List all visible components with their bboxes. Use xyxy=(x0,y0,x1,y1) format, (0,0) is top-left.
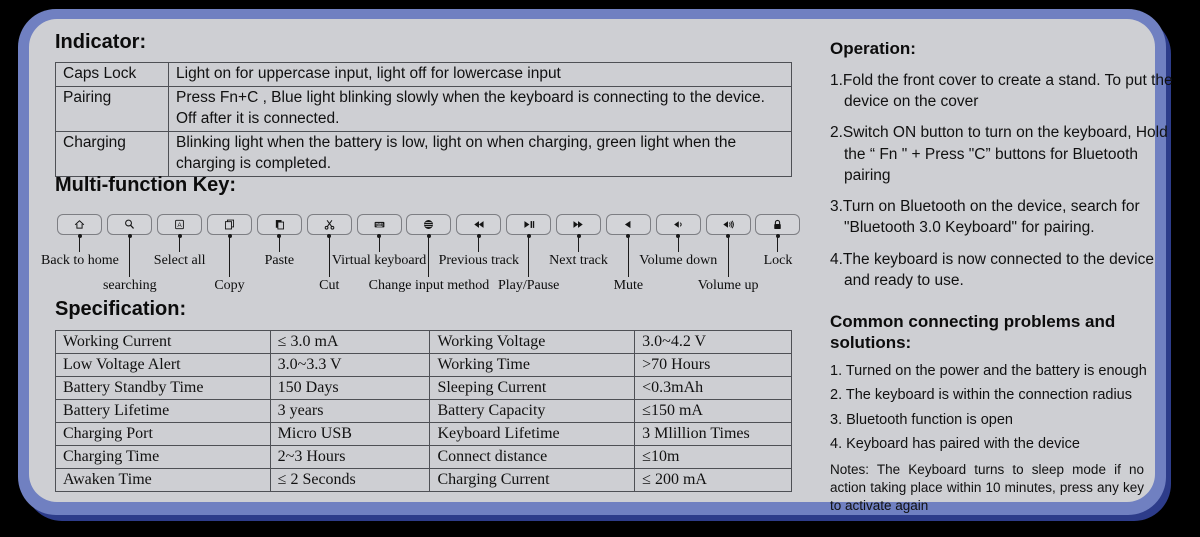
key-pointer-line xyxy=(728,235,729,277)
operation-heading: Operation: xyxy=(830,39,916,58)
multifunction-key xyxy=(697,214,759,294)
key-pointer-line xyxy=(279,235,280,252)
indicator-desc-cell: Light on for uppercase input, light off for lowercase input xyxy=(169,63,792,87)
spec-value-cell: 2~3 Hours xyxy=(270,446,430,469)
key-label: Volume up xyxy=(697,278,759,293)
notes-text: Notes: The Keyboard turns to sleep mode if no action taking place within 10 minutes, press any key to activate again xyxy=(830,461,1144,513)
operation-step: 1.Fold the front cover to create a stand. To put the device on the cover xyxy=(830,72,1173,111)
key-pointer-line xyxy=(478,235,479,252)
spec-label-cell: Awaken Time xyxy=(56,469,271,492)
spec-label-cell: Working Time xyxy=(430,354,635,377)
operation-step: 4.The keyboard is now connected to the device and ready to use. xyxy=(830,250,1154,289)
cut-icon xyxy=(323,218,336,231)
volume-down-icon xyxy=(672,218,685,231)
key-label: Play/Pause xyxy=(497,278,560,293)
spec-value-cell: >70 Hours xyxy=(635,354,792,377)
next-track-icon xyxy=(572,218,585,231)
key-label: Next track xyxy=(549,253,608,268)
copy-icon xyxy=(223,218,236,231)
key-label: Back to home xyxy=(41,253,119,268)
specification-table xyxy=(55,330,792,492)
problem-item: 2. The keyboard is within the connection radius xyxy=(830,387,1132,403)
mute-icon xyxy=(622,218,635,231)
table-row xyxy=(56,423,792,446)
multifunction-key xyxy=(155,214,205,294)
keyboard-keycap xyxy=(556,214,601,235)
operation-section xyxy=(830,39,1180,301)
keyboard-keycap xyxy=(157,214,202,235)
spec-label-cell: Sleeping Current xyxy=(430,377,635,400)
table-row xyxy=(56,354,792,377)
key-pointer-line xyxy=(428,235,429,277)
spec-label-cell: Charging Port xyxy=(56,423,271,446)
paste-icon xyxy=(273,218,286,231)
keyboard-keycap xyxy=(706,214,751,235)
keyboard-keycap xyxy=(357,214,402,235)
table-row xyxy=(56,446,792,469)
spec-label-cell: Low Voltage Alert xyxy=(56,354,271,377)
key-label: Virtual keyboard xyxy=(331,253,427,268)
multifunction-key xyxy=(753,214,803,294)
key-pointer-line xyxy=(678,235,679,252)
table-row xyxy=(56,331,792,354)
keyboard-keycap xyxy=(107,214,152,235)
key-label: Cut xyxy=(319,278,340,293)
spec-label-cell: Charging Time xyxy=(56,446,271,469)
key-pointer-line xyxy=(329,235,330,277)
keyboard-keycap xyxy=(506,214,551,235)
operation-step: 3.Turn on Bluetooth on the device, search for "Bluetooth 3.0 Keyboard" for pairing. xyxy=(830,198,1140,237)
key-pointer-line xyxy=(229,235,230,277)
problems-items xyxy=(830,363,1180,453)
key-pointer-line xyxy=(379,235,380,252)
table-row xyxy=(56,377,792,400)
svg-text:A: A xyxy=(177,221,182,229)
problem-item: 1. Turned on the power and the battery is enough xyxy=(830,362,1147,379)
problem-item: 3. Bluetooth function is open xyxy=(830,411,1013,428)
operation-items xyxy=(830,70,1180,291)
multifunction-key xyxy=(102,214,157,294)
table-row xyxy=(56,63,792,87)
spec-label-cell: Charging Current xyxy=(430,469,635,492)
key-label: Select all xyxy=(153,253,206,268)
keyboard-keycap xyxy=(755,214,800,235)
multifunction-key xyxy=(497,214,560,294)
multifunction-heading: Multi-function Key: xyxy=(55,174,237,196)
indicator-table xyxy=(55,62,792,177)
key-pointer-line xyxy=(528,235,529,277)
spec-value-cell: ≤ 3.0 mA xyxy=(270,331,430,354)
multifunction-key xyxy=(549,214,608,294)
manual-page xyxy=(18,9,1173,515)
indicator-label-cell: Caps Lock xyxy=(56,63,169,87)
keyboard-keycap xyxy=(606,214,651,235)
spec-label-cell: Connect distance xyxy=(430,446,635,469)
keyboard-keycap xyxy=(307,214,352,235)
manual-panel xyxy=(29,19,1173,513)
indicator-label-cell: Pairing xyxy=(56,87,169,132)
indicator-desc-cell: Blinking light when the battery is low, light on when charging, green light when the charging is completed. xyxy=(169,132,792,177)
spec-value-cell: 3.0~3.3 V xyxy=(270,354,430,377)
search-icon xyxy=(123,218,136,231)
key-pointer-line xyxy=(777,235,778,252)
multifunction-key xyxy=(41,214,119,294)
spec-label-cell: Working Current xyxy=(56,331,271,354)
play-pause-icon xyxy=(522,218,535,231)
keyboard-keycap xyxy=(257,214,302,235)
indicator-heading: Indicator: xyxy=(55,31,147,53)
multifunction-key xyxy=(254,214,304,294)
change-input-method-icon xyxy=(422,218,435,231)
key-pointer-line xyxy=(578,235,579,252)
key-label: searching xyxy=(102,278,157,293)
multifunction-keys xyxy=(41,214,803,294)
problems-heading: Common connecting problems and solutions: xyxy=(830,312,1116,353)
multifunction-key xyxy=(205,214,255,294)
spec-value-cell: 150 Days xyxy=(270,377,430,400)
spec-value-cell: 3 Mlillion Times xyxy=(635,423,792,446)
indicator-table-body xyxy=(56,63,792,177)
spec-value-cell: 3.0~4.2 V xyxy=(635,331,792,354)
key-label: Copy xyxy=(214,278,245,293)
spec-label-cell: Battery Capacity xyxy=(430,400,635,423)
spec-value-cell: <0.3mAh xyxy=(635,377,792,400)
keyboard-keycap xyxy=(656,214,701,235)
spec-value-cell: ≤ 2 Seconds xyxy=(270,469,430,492)
key-label: Lock xyxy=(763,253,793,268)
spec-label-cell: Keyboard Lifetime xyxy=(430,423,635,446)
keyboard-keycap xyxy=(456,214,501,235)
spec-value-cell: 3 years xyxy=(270,400,430,423)
table-row xyxy=(56,132,792,177)
spec-label-cell: Battery Lifetime xyxy=(56,400,271,423)
keyboard-keycap xyxy=(406,214,451,235)
specification-table-body xyxy=(56,331,792,492)
table-row xyxy=(56,469,792,492)
select-all-icon xyxy=(173,218,186,231)
key-label: Mute xyxy=(613,278,644,293)
spec-value-cell: Micro USB xyxy=(270,423,430,446)
volume-up-icon xyxy=(722,218,735,231)
key-pointer-line xyxy=(129,235,130,277)
spec-value-cell: ≤10m xyxy=(635,446,792,469)
problem-item: 4. Keyboard has paired with the device xyxy=(830,436,1080,452)
indicator-desc-cell: Press Fn+C , Blue light blinking slowly when the keyboard is connecting to the device. Off after it is connected. xyxy=(169,87,792,132)
key-label: Paste xyxy=(264,253,295,268)
key-pointer-line xyxy=(79,235,80,252)
key-pointer-line xyxy=(628,235,629,277)
spec-value-cell: ≤150 mA xyxy=(635,400,792,423)
home-icon xyxy=(73,218,86,231)
key-label: Previous track xyxy=(438,253,520,268)
table-row xyxy=(56,400,792,423)
multifunction-key xyxy=(438,214,520,294)
multifunction-key xyxy=(639,214,718,294)
operation-step: 2.Switch ON button to turn on the keyboard, Hold the “ Fn " + Press "C” buttons for Bluetooth pairing xyxy=(830,124,1168,184)
spec-label-cell: Battery Standby Time xyxy=(56,377,271,400)
key-label: Volume down xyxy=(639,253,718,268)
specification-heading: Specification: xyxy=(55,298,187,320)
spec-value-cell: ≤ 200 mA xyxy=(635,469,792,492)
indicator-label-cell: Charging xyxy=(56,132,169,177)
key-pointer-line xyxy=(179,235,180,252)
table-row xyxy=(56,87,792,132)
lock-icon xyxy=(771,218,784,231)
keyboard-keycap xyxy=(207,214,252,235)
problems-section xyxy=(830,311,1180,515)
keyboard-keycap xyxy=(57,214,102,235)
spec-label-cell: Working Voltage xyxy=(430,331,635,354)
previous-track-icon xyxy=(472,218,485,231)
key-label: Change input method xyxy=(368,278,490,293)
virtual-keyboard-icon xyxy=(373,218,386,231)
